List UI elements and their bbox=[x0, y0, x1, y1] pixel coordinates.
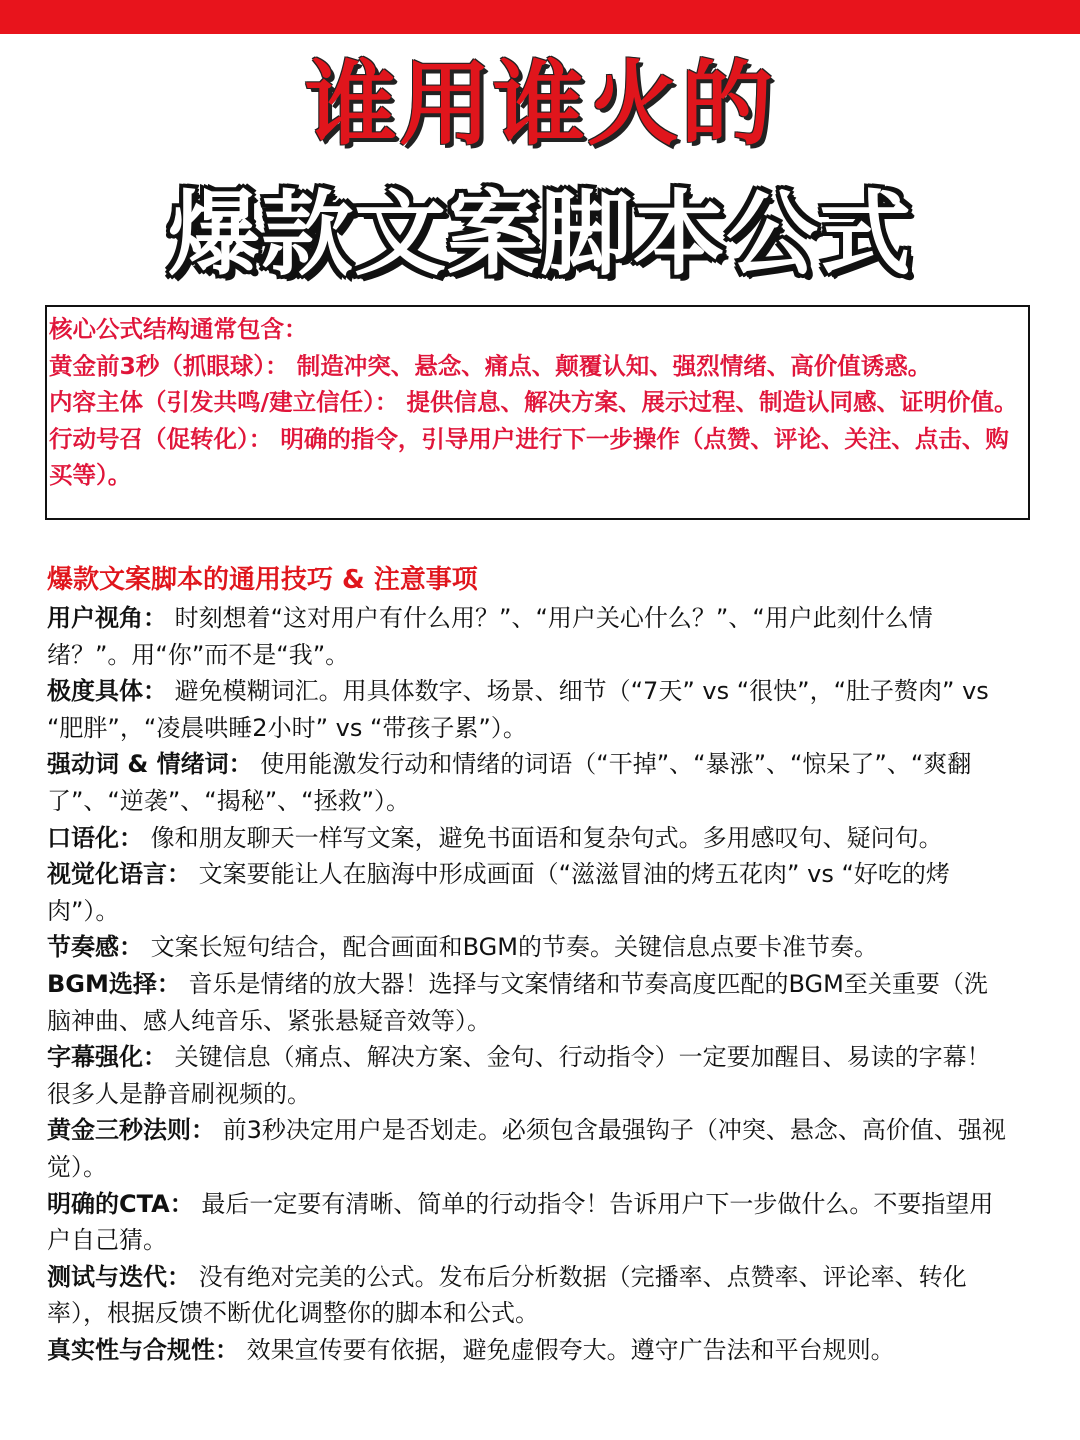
tip-label: 黄金三秒法则： bbox=[47, 1116, 215, 1145]
formula-heading: 核心公式结构通常包含： bbox=[49, 315, 308, 343]
tip-item bbox=[47, 856, 1007, 929]
tip-text: 关键信息（痛点、解决方案、金句、行动指令）一定要加醒目、易读的字幕！很多人是静音刷视频的。 bbox=[47, 1043, 991, 1108]
top-accent-bar bbox=[0, 0, 1080, 34]
core-formula-box bbox=[45, 305, 1030, 520]
tip-item bbox=[47, 820, 1007, 857]
formula-item: 行动号召（促转化）： 明确的指令，引导用户进行下一步操作（点赞、评论、关注、点击、购买等）。 bbox=[49, 424, 1009, 489]
title-line-2: 爆款文案脚本公式 bbox=[167, 181, 912, 288]
tip-label: 极度具体： bbox=[47, 677, 167, 706]
tip-label: 节奏感： bbox=[47, 933, 143, 962]
tips-section-title: 爆款文案脚本的通用技巧 & 注意事项 bbox=[47, 565, 478, 595]
tip-label: 口语化： bbox=[47, 823, 143, 852]
tip-text: 文案要能让人在脑海中形成画面（“滋滋冒油的烤五花肉” vs “好吃的烤肉”）。 bbox=[47, 860, 950, 925]
tip-item bbox=[47, 673, 1007, 746]
tip-text: 避免模糊词汇。用具体数字、场景、细节（“7天” vs “很快”，“肚子赘肉” vs “肥胖”，“凌晨哄睡2小时” vs “带孩子累”）。 bbox=[47, 677, 989, 742]
tip-text: 文案长短句结合，配合画面和BGM的节奏。关键信息点要卡准节奏。 bbox=[143, 933, 878, 962]
tip-text: 像和朋友聊天一样写文案，避免书面语和复杂句式。多用感叹句、疑问句。 bbox=[143, 823, 943, 852]
tip-label: 强动词 & 情绪词： bbox=[47, 750, 253, 779]
tip-item bbox=[47, 1259, 1007, 1332]
tip-text: 最后一定要有清晰、简单的行动指令！告诉用户下一步做什么。不要指望用户自己猜。 bbox=[47, 1189, 994, 1255]
tip-label: 视觉化语言： bbox=[47, 860, 191, 889]
tip-label: 字幕强化： bbox=[47, 1043, 167, 1072]
tip-label: BGM选择： bbox=[47, 969, 181, 998]
formula-item: 黄金前3秒（抓眼球）： 制造冲突、悬念、痛点、颠覆认知、强烈情绪、高价值诱惑。 bbox=[49, 351, 932, 380]
tip-item bbox=[47, 600, 1007, 673]
tip-item bbox=[47, 746, 1007, 819]
tip-item bbox=[47, 1332, 1007, 1369]
tip-label: 用户视角： bbox=[47, 604, 167, 632]
tip-item bbox=[47, 966, 1007, 1039]
tip-text: 效果宣传要有依据，避免虚假夸大。遵守广告法和平台规则。 bbox=[239, 1335, 895, 1364]
tip-label: 明确的CTA： bbox=[47, 1189, 194, 1218]
tip-text: 时刻想着“这对用户有什么用？”、“用户关心什么？”、“用户此刻什么情绪？”。用“你”而不是“我”。 bbox=[47, 604, 933, 669]
tip-label: 测试与迭代： bbox=[47, 1262, 191, 1291]
tip-label: 真实性与合规性： bbox=[47, 1335, 239, 1364]
tip-item bbox=[47, 1039, 1007, 1112]
tip-item bbox=[47, 1112, 1007, 1185]
title-line-1: 谁用谁火的 bbox=[304, 51, 775, 158]
tip-item bbox=[47, 1186, 1007, 1259]
tip-text: 使用能激发行动和情绪的词语（“干掉”、“暴涨”、“惊呆了”、“爽翻了”、“逆袭”、“揭秘”、“拯救”）。 bbox=[47, 750, 972, 815]
tip-text: 没有绝对完美的公式。发布后分析数据（完播率、点赞率、评论率、转化率），根据反馈不断优化调整你的脚本和公式。 bbox=[47, 1262, 967, 1328]
tip-text: 音乐是情绪的放大器！选择与文案情绪和节奏高度匹配的BGM至关重要（洗脑神曲、感人纯音乐、紧张悬疑音效等）。 bbox=[47, 969, 988, 1035]
tips-list bbox=[47, 600, 1007, 1368]
tip-text: 前3秒决定用户是否划走。必须包含最强钩子（冲突、悬念、高价值、强视觉）。 bbox=[47, 1116, 1006, 1181]
formula-item: 内容主体（引发共鸣/建立信任）： 提供信息、解决方案、展示过程、制造认同感、证明价值。 bbox=[49, 388, 1018, 416]
tip-item bbox=[47, 929, 1007, 966]
